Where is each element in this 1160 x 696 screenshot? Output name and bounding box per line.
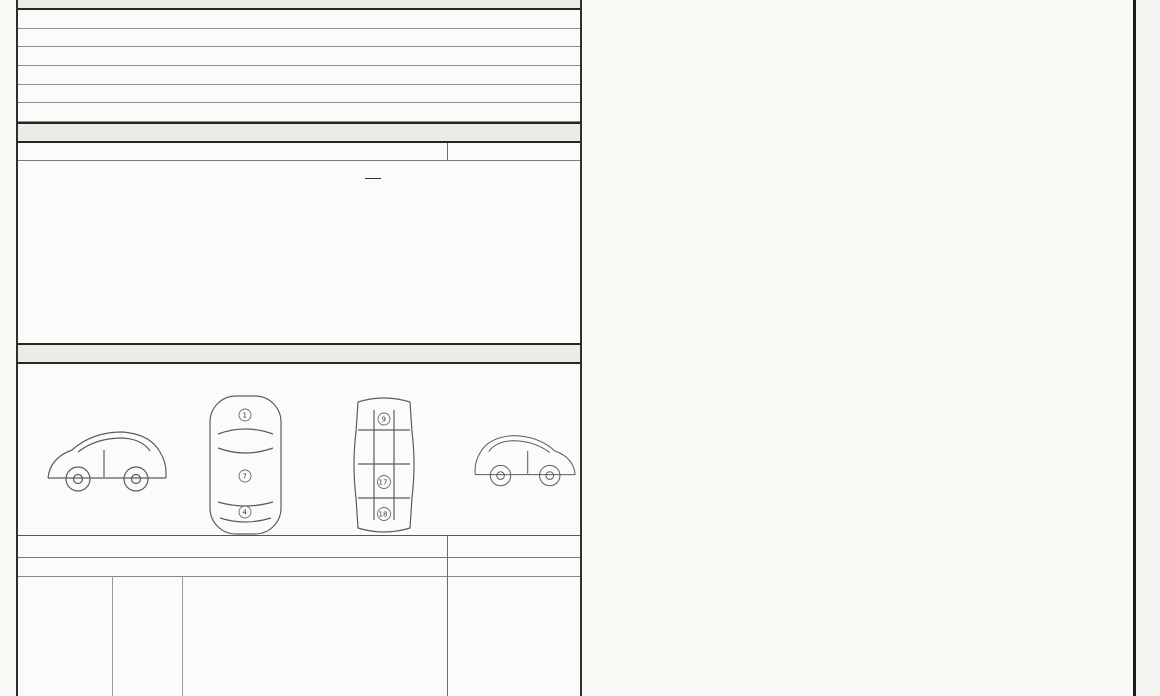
col-state <box>108 143 300 160</box>
basic-row-vehicle-name <box>18 10 580 29</box>
rank-rows <box>18 576 580 696</box>
car-diagram-area <box>18 398 580 535</box>
svg-text:17: 17 <box>378 478 388 487</box>
divider <box>447 536 448 557</box>
rank-price-unit <box>447 633 576 669</box>
basic-info-header <box>18 0 580 10</box>
model-year-value <box>100 29 190 47</box>
basic-row-engine-type <box>18 103 580 122</box>
col-item-part <box>300 143 447 160</box>
basic-row-model-year <box>18 29 580 48</box>
basic-row-fuel <box>18 85 580 104</box>
svg-text:4: 4 <box>242 508 247 517</box>
current-mileage <box>300 160 445 196</box>
vin-value <box>100 66 280 84</box>
accident-history-row <box>18 535 580 558</box>
car-underbody-diagram <box>344 392 424 538</box>
plate-number-value <box>478 10 578 28</box>
divider <box>182 576 183 696</box>
rank-price-header <box>447 556 577 576</box>
first-registration-value <box>110 47 230 65</box>
basic-row-vin <box>18 66 580 85</box>
current-mileage-value <box>365 178 381 179</box>
inspection-validity-value <box>306 29 572 47</box>
col-price-assessment <box>447 143 577 160</box>
transmission-type-label <box>300 46 358 84</box>
car-top-view-diagram <box>198 392 293 538</box>
engine-type-value <box>118 103 188 121</box>
svg-text:18: 18 <box>378 510 388 519</box>
vehicle-name-value <box>100 10 270 28</box>
condition-header <box>18 122 580 143</box>
exchange-row <box>18 556 580 577</box>
condition-column-header <box>18 143 580 161</box>
left-form <box>16 0 582 696</box>
repair-notes <box>18 364 580 398</box>
svg-text:7: 7 <box>242 472 247 481</box>
mileage-row-label <box>18 160 108 196</box>
repair-history-header <box>18 343 580 364</box>
svg-text:9: 9 <box>381 415 386 424</box>
basic-row-first-registration <box>18 47 580 66</box>
page-fold-line <box>1133 0 1136 696</box>
basic-info-rows <box>18 10 580 122</box>
car-side-view-right-diagram <box>470 406 582 506</box>
scan-margin <box>1136 0 1160 696</box>
svg-text:1: 1 <box>242 411 247 420</box>
car-side-view-left-diagram <box>40 406 172 506</box>
divider <box>112 576 113 696</box>
